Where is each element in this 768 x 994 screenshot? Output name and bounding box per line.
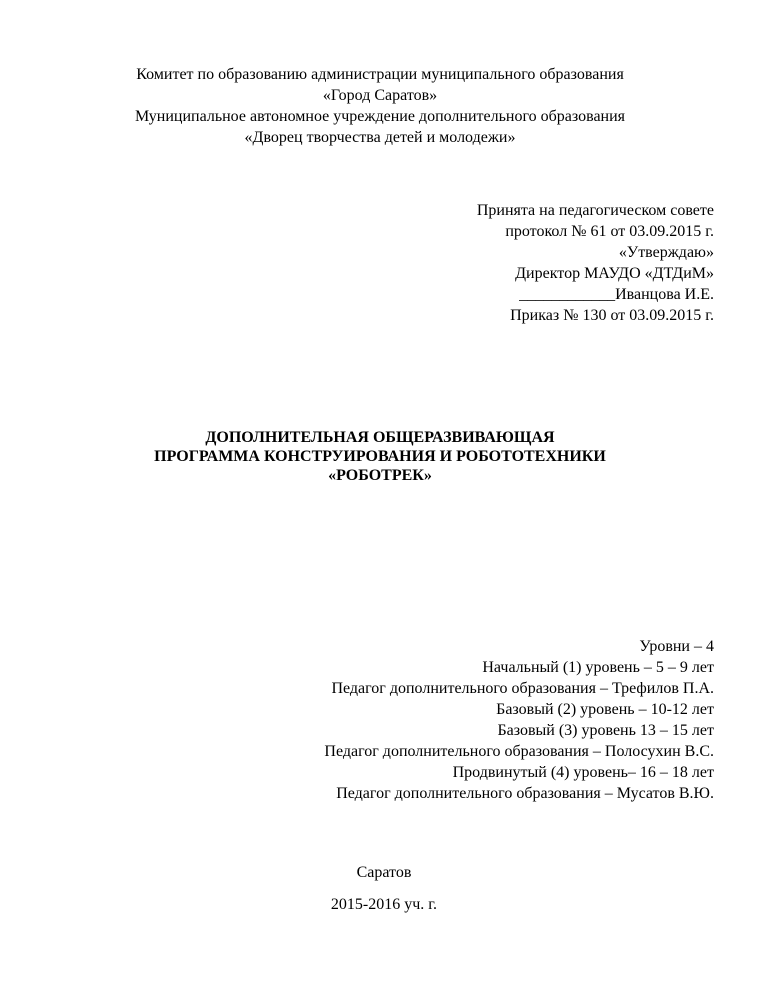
approval-director-line: Директор МАУДО «ДТДиМ» [515,265,714,282]
title-line-2: ПРОГРАММА КОНСТРУИРОВАНИЯ И РОБОТОТЕХНИКИ [154,448,606,465]
approval-approve-line: «Утверждаю» [618,244,714,261]
levels-block [240,636,714,804]
header-line-institution-type: Муниципальное автономное учреждение дополнительного образования [134,108,626,125]
footer-city: Саратов [356,864,412,881]
approval-protocol-line: протокол № 61 от 03.09.2015 г. [505,223,714,240]
approval-signature-line: ____________Иванцова И.Е. [519,286,714,303]
teacher-1-line: Педагог дополнительного образования – Трефилов П.А. [331,680,714,697]
header-line-institution-name: «Дворец творчества детей и молодежи» [244,129,516,146]
level-1-line: Начальный (1) уровень – 5 – 9 лет [482,659,714,676]
levels-count-line: Уровни – 4 [639,638,714,655]
level-4-line: Продвинутый (4) уровень– 16 – 18 лет [452,764,714,781]
approval-order-line: Приказ № 130 от 03.09.2015 г. [510,307,714,324]
document-footer [284,862,484,915]
level-2-line: Базовый (2) уровень – 10-12 лет [496,701,714,718]
teacher-2-line: Педагог дополнительного образования – Полосухин В.С. [324,743,714,760]
footer-academic-year: 2015-2016 уч. г. [330,896,438,913]
program-title [110,428,650,485]
title-line-3: «РОБОТРЕК» [328,467,432,484]
institution-header [110,64,650,148]
approval-council-line: Принята на педагогическом совете [476,202,714,219]
header-line-city: «Город Саратов» [322,87,438,104]
title-line-1: ДОПОЛНИТЕЛЬНАЯ ОБЩЕРАЗВИВАЮЩАЯ [205,429,555,446]
header-line-committee: Комитет по образованию администрации муниципального образования [136,66,624,83]
approval-block [390,200,714,326]
teacher-3-line: Педагог дополнительного образования – Мусатов В.Ю. [336,785,714,802]
level-3-line: Базовый (3) уровень 13 – 15 лет [497,722,714,739]
